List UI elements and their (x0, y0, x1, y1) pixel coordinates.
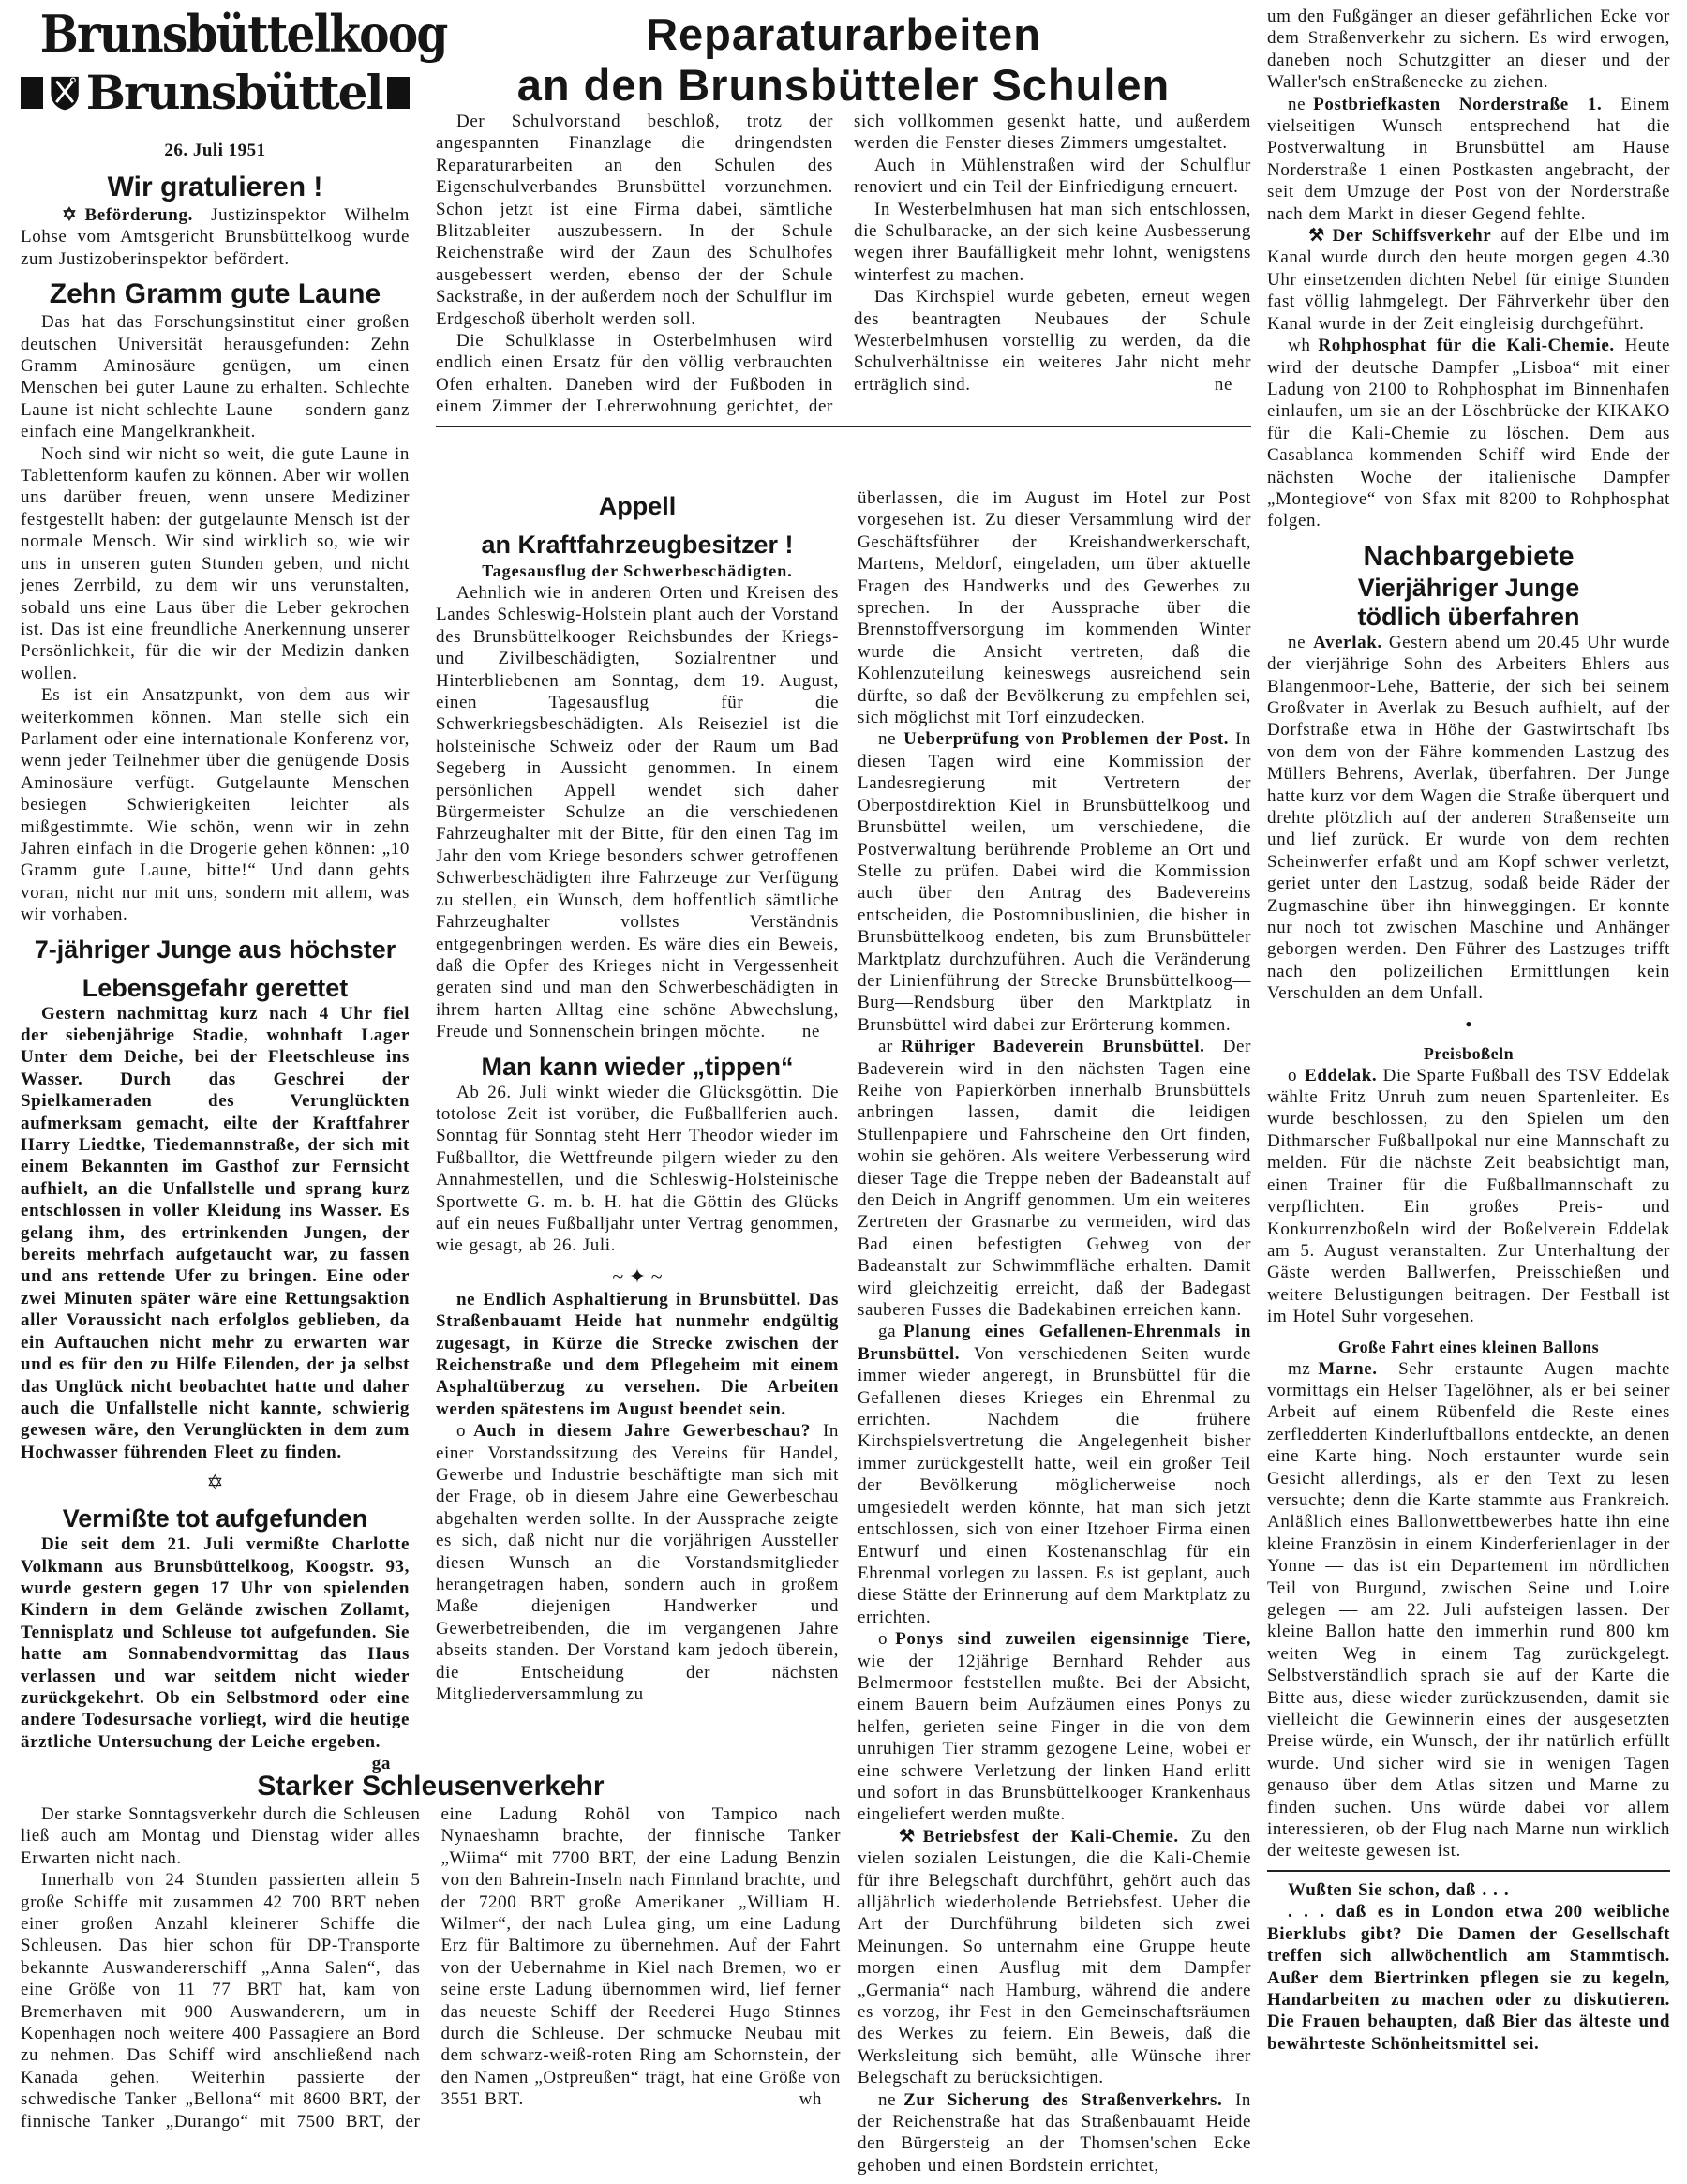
paragraph-lead: Beförderung. (84, 205, 193, 225)
column-2 (436, 483, 839, 1713)
masthead-logo-line2: Brunsbüttel (85, 65, 382, 120)
article (21, 1504, 410, 1774)
divider (436, 426, 1251, 427)
paragraph (858, 487, 1251, 728)
paragraph-text: Heute wird der deutsche Dampfer „Lisboa“ mit einer Ladung von 2100 to Rohphosphat im Binnenhafen einlaufen, um sie an der Löschbrücke der KIKAKO für die Kali-Chemie zu löschen. Dem aus Casablanca kommenden Schiff wird Ende der nächsten Woche der italienische Dampfer „Montegiove“ von Sfax mit 8200 to Rohphosphat folgen. (1267, 336, 1670, 531)
article-body (1267, 1358, 1670, 1862)
paragraph-text: In Westerbelmhusen hat man sich entschlossen, die Schulbaracke, an der sich keine Ausbesserung wegen ihrer Baufälligkeit mehr lohnt, wenigstens winterfest zu machen. (854, 199, 1251, 285)
article (21, 171, 410, 270)
paragraph-lead: Betriebsfest der Kali-Chemie. (922, 1826, 1179, 1847)
article (1267, 540, 1670, 1005)
article-body (436, 111, 1251, 418)
article (21, 277, 410, 925)
paragraph (436, 582, 839, 1043)
paragraph (21, 1533, 410, 1774)
article-starker-schleusenverkehr (21, 1762, 841, 2140)
paragraph (854, 199, 1251, 287)
paragraph (21, 1003, 410, 1464)
paragraph-lead: Zur Sicherung des Straßenverkehrs. (903, 2089, 1223, 2110)
coat-of-arms-anchor-shovel-icon (49, 62, 81, 124)
author-initials: ne (1288, 94, 1306, 114)
banner-right (387, 77, 410, 109)
paragraph-text: Der starke Sonntagsverkehr durch die Schleusen ließ auch am Montag und Dienstag wider alles Erwarten nicht nach. (21, 1804, 421, 1868)
paragraph-text: wie der 12jährige Bernhard Rehder aus Belmermoor feststellen mußte. Bei der Absicht, einem Bauern beim Aufzäumen eines Ponys zu helfen, gerieten seine Finger in die von dem unruhigen Tier stramm gezogene Leine, wobei er eine schwere Verletzung der linken Hand erlitt und sofort in das Brunsbüttelkooger Krankenhaus eingeliefert werden mußte. (858, 1651, 1251, 1825)
paragraph-text: Justizinspektor Wilhelm Lohse vom Amtsgericht Brunsbüttelkoog wurde zum Justizoberinspektor befördert. (21, 205, 410, 269)
headline: Lebensgefahr gerettet (82, 973, 349, 1002)
paragraph (854, 155, 1251, 199)
article (1267, 1879, 1670, 2055)
paragraph-lead: Averlak. (1313, 632, 1382, 652)
author-initials: o (1288, 1065, 1298, 1085)
article (858, 487, 1251, 2177)
article-body (21, 1803, 841, 2132)
article (1267, 6, 1670, 532)
star-icon: ✡ (62, 205, 78, 225)
column-3 (858, 487, 1251, 2184)
author-signature: ne (1214, 374, 1232, 395)
paragraph-text: Das Kirchspiel wurde gebeten, erneut wegen des beantragten Neubaues der Schule Westerbelmhusen vorstellig zu werden, da die Schulverhältnisse ein weiteres Jahr nicht mehr erträglich sind. (854, 287, 1251, 395)
paragraph-lead: Ueberprüfung von Problemen der Post. (903, 729, 1230, 750)
paragraph (21, 311, 410, 442)
article-body (1267, 1065, 1670, 1328)
article (1267, 1336, 1670, 1862)
paragraph (858, 1628, 1251, 1826)
article-body (436, 1082, 839, 1257)
paragraph (1267, 632, 1670, 1005)
headline: Appell (598, 492, 677, 520)
paragraph-text: Gestern abend um 20.45 Uhr wurde der vierjährige Sohn des Arbeiters Ehlers aus Blangenmoor-Lehe, Batterie, der sich bei seinem Großvater in Averlak zu Besuch aufhielt, auf der Dorfstraße etwa in Höhe der Gastwirtschaft Ibs von dem von der Fähre kommenden Lastzug des Müllers Behrens, Averlak, überfahren. Der Junge hatte kurz vor dem Wagen die Straße überquert und drehte plötzlich auf der anderen Straßenseite um und lief zurück. Er wurde von dem rechten Scheinwerfer erfaßt und am Kopf schwer verletzt, geriet unter den Lastzug, sodaß beide Räder der Zugmaschine über ihn hinweggingen. Er konnte nur noch tot zwischen Maschine und Anhänger geborgen werden. Den Führer des Lastzuges trifft nach den polizeilichen Ermittlungen kein Verschulden an dem Unfall. (1267, 632, 1670, 1004)
paragraph-text: Innerhalb von 24 Stunden passierten allein 5 große Schiffe mit zusammen 42 700 BRT neben einer großen Anzahl kleinerer Schiffe die Schleusen. Das hier schon für DP-Transporte bekannte Auswandererschiff „Anna Salen“, das eine Größe von 11 77 BRT hat, kam von Bremerhaven mit 900 Auswanderern, um in Kopenhagen noch weitere 400 Passagiere an Bord zu nehmen. Das Schiff wird anschließend nach Kanada gehen. Weiterhin passierte der schwedische Tanker „Bellona“ mit 8600 BRT, der finnische Tanker „Durango“ mit 7500 BRT, der eine Ladung Rohöl von Tampico nach Nynaeshamn brachte, der finnische Tanker „Wiima“ mit 7700 BRT, der eine Ladung Benzin von den Bahrein-Inseln nach Finnland brachte, und der 7200 BRT große Amerikaner „William H. Wilmer“, der nach Lulea ging, um eine Ladung Erz für Baltimore zu übernehmen. Auf der Fahrt von der Uebernahme in Kiel nach Bremen, wo er seine erste Ladung übernommen wird, lief ferner das neueste Schiff der Reederei Hugo Stinnes durch die Schleuse. Der schmucke Neubau mit dem schwarz-weiß-roten Ring am Schornstein, der den Namen „Ostpreußen“ trägt, hat eine Größe von 3551 BRT. (21, 1804, 841, 2132)
author-initials: ne (456, 1289, 476, 1309)
paragraph (854, 286, 1251, 396)
article-body (1267, 1879, 1670, 2055)
author-initials: ne (1288, 632, 1306, 652)
paragraph-text: Einem vielseitigen Wunsch entsprechend hat die Postverwaltung in Brunsbüttel am Hause Norderstraße 1 einen Postkasten angebracht, der seit dem Umzuge der Post von der Norderstraße nach dem Markt in dieser Gegend fehlte. (1267, 94, 1670, 224)
paragraph-text: In diesen Tagen wird eine Kommission der Landesregierung mit Vertretern der Oberpostdirektion Kiel in Brunsbüttelkoog und Brunsbüttel weilen, um verschiedene, die Postverwaltung berührende Probleme an Ort und Stelle zu prüfen. Dabei wird die Kommission auch über den Antrag des Badevereins entscheiden, die Postomnibuslinien, die bisher in Brunsbüttelkoog endeten, bis zum Brunsbütteler Marktplatz durchzuführen. Auch die Veränderung der Linienführung der Strecke Brunsbüttelkoog—Burg—Rendsburg über den Marktplatz in Brunsbüttel wird dabei zur Erörterung kommen. (858, 729, 1251, 1035)
paragraph-lead: Eddelak. (1305, 1065, 1378, 1085)
article (436, 492, 839, 1043)
paragraph-lead: Rühriger Badeverein Brunsbüttel. (900, 1037, 1205, 1057)
headline: Zehn Gramm gute Laune (49, 278, 381, 310)
article (1267, 1042, 1670, 1328)
article-body (436, 582, 839, 1043)
paragraph-text: In einer Vorstandssitzung des Vereins für Handel, Gewerbe und Industrie beschäftigte man sich mit der Frage, ob in diesem Jahre eine Gewerbeschau abgehalten werden sollte. In der Aussprache zeigte es sich, daß nicht nur die vorjährigen Aussteller diesen Wunsch an die Vorstandsmitglieder herangetragen haben, sondern auch in großem Maße diejenigen Handwerker und Gewerbetreibenden, die im vergangenen Jahre abseits standen. Der Vorstand kam jedoch überein, die Entscheidung der nächsten Mitgliederversammlung zu (436, 1421, 839, 1705)
subheadline: Vierjähriger Junge (1357, 573, 1580, 602)
paragraph-text: Die Schulklasse in Osterbelmhusen wird endlich einen Ersatz für den völlig verbrauchten Ofen erhalten. Daneben wird der Fußboden in einem Zimmer der Lehrerwohnung gerichtet, der sich vollkommen gesenkt hatte, und außerdem werden die Fenster dieses Zimmers umgestaltet. (436, 112, 1251, 417)
article (436, 1289, 839, 1706)
paragraph-lead: Auch in diesem Jahre Gewerbeschau? (473, 1421, 811, 1442)
masthead-logo-line1: Brunsbüttelkoog (39, 4, 447, 64)
article-body (1267, 632, 1670, 1005)
paragraph-text: Ab 26. Juli winkt wieder die Glücksgöttin. Die totolose Zeit ist vorüber, die Fußballferien auch. Sonntag für Sonntag steht Herr Theodor wieder im Fußballtor, die Wettfreunde pilgern wieder zu den Annahmestellen, und die Schleswig-Holsteinische Sportwette G. m. b. H. hat die Göttin des Glücks auf ein neues Fußballjahr unter Vertrag genommen, wie gesagt, ab 26. Juli. (436, 1082, 839, 1256)
paragraph (436, 111, 833, 330)
paragraph (21, 1803, 421, 1869)
article-body (21, 204, 410, 270)
paragraph (1267, 1879, 1670, 1901)
headline: Preisboßeln (1423, 1043, 1515, 1063)
paragraph (21, 443, 410, 684)
crossed-hammers-icon: ⚒ (1308, 226, 1325, 247)
headline: Wir gratulieren ! (107, 172, 323, 202)
subhead: Tagesausflug der Schwerbeschädigten. (482, 561, 793, 580)
author-signature: wh (799, 2089, 822, 2110)
headline: Vermißte tot aufgefunden (62, 1504, 368, 1533)
headline: Starker Schleusenverkehr (257, 1771, 605, 1802)
paragraph (858, 1321, 1251, 1628)
paragraph-text: Sehr erstaunte Augen machte vormittags ein Helser Tagelöhner, als er bei seiner Arbeit auf einem Rübenfeld die Reste eines zerfledderten Kinderluftballons entdeckte, an denen eine Karte hing. Noch erstaunter wurde sein Gesicht allerdings, als er den Text zu lesen versuchte; denn die Karte stammte aus Frankreich. Anläßlich eines Ballonwettbewerbes hatte ihn eine kleine Französin in einem Kinderferienlager in der Yonne — das ist ein Departement im nördlichen Teil von Burgund, zwischen Seine und Loire gelegen — am 22. Juli aufsteigen lassen. Der kleine Ballon hatte den immerhin rund 800 km weiten Weg in einem Tag zurückgelegt. Selbstverständlich sprach sie auf der Karte die Bitte aus, diese wieder zurückzusenden, damit sie vielleicht die Gewinnerin eines der ausgesetzten Preise würde, ein Wunsch, der ihr natürlich erfüllt wurde. Und sicher wird sie in wenigen Tagen genauso über dem Atlas sitzen und Marne zu finden suchen. Uns würde dabei vor allem interessieren, ob der Flug nach Marne nun wirklich der weiteste gewesen ist. (1267, 1358, 1670, 1862)
paragraph-text: um den Fußgänger an dieser gefährlichen Ecke vor dem Straßenverkehr zu sichern. Es wird erwogen, daneben noch Schutzgitter an dieser und der Waller'sch enStraßenecke zu ziehen. (1267, 7, 1670, 93)
paragraph-text: Die seit dem 21. Juli vermißte Charlotte Volkmann aus Brunsbüttelkoog, Koogstr. 93, wurde gestern gegen 17 Uhr von spielenden Kindern in dem Gelände zwischen Zollamt, Tennisplatz und Schleuse tot aufgefunden. Sie hatte am Sonnabendvormittag das Haus verlassen und war seitdem nicht wieder zurückgekehrt. Ob ein Selbstmord oder eine andere Todesursache vorliegt, wird die heutige ärztliche Untersuchung der Leiche ergeben. (21, 1534, 410, 1752)
author-initials: ne (878, 729, 897, 750)
article-reparaturarbeiten (436, 9, 1251, 435)
paragraph-lead: Postbriefkasten Norderstraße 1. (1313, 94, 1603, 114)
paragraph (858, 728, 1251, 1036)
masthead (21, 4, 447, 1775)
article (21, 1770, 841, 2132)
paragraph-text: Die Sparte Fußball des TSV Eddelak wählte Fritz Unruh zum neuen Spartenleiter. Es wurde beschlossen, zu den Spielen um den Dithmarscher Fußballpokal nur eine Mannschaft zu melden. Für die nächste Zeit beabsichtigt man, einen Trainer für die Fußballmannschaft zu verpflichten. Ein großes Preis- und Konkurrenzboßeln wird der Boßelverein Eddelak am 5. August veranstalten. Zur Unterhaltung der Gäste werden Ballwerfen, Preisschießen und weitere Belustigungen beitragen. Der Festball ist im Hotel Suhr vorgesehen. (1267, 1065, 1670, 1327)
author-signature: ga (371, 1754, 391, 1774)
paragraph (858, 1036, 1251, 1321)
crossed-hammers-icon: ⚒ (899, 1826, 916, 1847)
paragraph-text: Wußten Sie schon, daß . . . (1288, 1879, 1510, 1900)
issue-date: 26. Juli 1951 (164, 141, 266, 160)
author-initials: wh (1288, 336, 1311, 356)
paragraph (1267, 335, 1670, 532)
paragraph-text: In der Reichenstraße hat das Straßenbauamt Heide den Bürgersteig an der Thomsen'schen Ecke gehoben und einen Bordstein errichtet, (858, 2089, 1251, 2176)
paragraph-text: Aehnlich wie in anderen Orten und Kreisen des Landes Schleswig-Holstein plant auch der Vorstand des Brunsbüttelkooger Reichsbundes der Kriegs- und Zivilbeschädigten, Sozialrentner und Hinterbliebenen am Sonntag, dem 19. August, einen Tagesausflug für die Schwerkriegsbeschädigten. Als Reiseziel ist die holsteinische Schweiz oder der Raum um Bad Segeberg in Aussicht genommen. In einem persönlichen Appell wendet sich daher Bürgermeister Schulze an die verschiedenen Fahrzeughalter mit der Bitte, für den einen Tag im Jahr den vom Kriege besonders schwer getroffenen Schwerbeschädigten ihre Fahrzeuge zur Verfügung zu stellen, ein Wunsch, dem hoffentlich sämtliche Fahrzeughalter vollstes Verständnis entgegenbringen werden. Es wäre dies ein Beweis, daß die Opfer des Krieges nicht in Vergessenheit geraten sind und man den Schwerbeschädigten in ihrem harten Alltag eine schöne Abwechslung, Freude und Sonnenschein bringen möchte. (436, 583, 839, 1042)
headline: Man kann wieder „tippen“ (481, 1052, 794, 1081)
paragraph (858, 1826, 1251, 2089)
author-initials: ne (878, 2089, 897, 2110)
article (436, 9, 1251, 418)
divider (1267, 1870, 1670, 1872)
author-signature: ne (801, 1022, 820, 1042)
article-body (436, 1289, 839, 1706)
author-initials: o (878, 1629, 888, 1650)
article-body (21, 1003, 410, 1464)
paragraph (1267, 94, 1670, 225)
paragraph-text: auf der Elbe und im Kanal wurde durch den heute morgen gegen 4.30 Uhr einsetzenden dichten Nebel für einige Stunden fast völlig lahmgelegt. Der Fährverkehr über den Kanal wurde in der Zeit eingleisig durchgeführt. (1267, 226, 1670, 334)
headline: Nachbargebiete (1363, 540, 1575, 572)
banner-left (21, 77, 43, 109)
paragraph-text: Noch sind wir nicht so weit, die gute Laune in Tablettenform kaufen zu können. Aber wir wollen uns darüber freuen, wenn unsere Mediziner festgestellt haben: der gutgelaunte Mensch ist der normale Mensch. Wir sind wirklich so, wie wir uns in unseren guten Stunden geben, und nicht jenes Zerrbild, zu dem wir uns verunstalten, sobald uns eine Laus über die Leber gekrochen ist. Das ist eine freundliche Anerkennung unserer Persönlichkeit, für die wir der Medizin danken wollen. (21, 443, 410, 683)
article-body (21, 1533, 410, 1774)
headline: 7-jähriger Junge aus höchster (34, 935, 396, 964)
dot-ornament: • (1465, 1011, 1472, 1036)
paragraph (858, 2089, 1251, 2177)
headline: an Kraftfahrzeugbesitzer ! (481, 531, 794, 559)
author-initials: ar (878, 1037, 893, 1057)
paragraph-text: Der Schulvorstand beschloß, trotz der angespannten Finanzlage die dringendsten Reparaturarbeiten an den Schulen des Eigenschulverbandes Brunsbüttel vorzunehmen. Schon jetzt ist eine Firma dabei, sämtliche Blitzableiter auszubessern. In der Schule Reichenstraße wird der Zaun des Schulhofes ausgebessert werden, ebenso der der Schule Sackstraße, in der außerdem noch der Schulflur im Erdgeschoß überholt werden soll. (436, 112, 833, 329)
paragraph (1267, 1901, 1670, 2055)
paragraph (21, 204, 410, 270)
paragraph (21, 684, 410, 925)
column-4 (1267, 6, 1670, 2062)
paragraph (1267, 1065, 1670, 1328)
paragraph-text: Von verschiedenen Seiten wurde immer wieder angeregt, in Brunsbüttel für die Gefallenen dieses Krieges ein Ehrenmal zu errichten. Nachdem die frühere Kirchspielsvertretung die Angelegenheit bisher immer zurückgestellt hatte, weil ein großer Teil der Bevölkerung möglicherweise noch umgesiedelt werden könnte, hat man sich jetzt entschlossen, sich von einer Itzehoer Firma einen Entwurf und einen Kostenanschlag für ein Ehrenmal vorlegen zu lassen. Es ist geplant, auch diese Stätte der Erinnerung auf dem Marktplatz zu errichten. (858, 1343, 1251, 1627)
headline: an den Brunsbütteler Schulen (516, 60, 1171, 110)
paragraph-text: . . . daß es in London etwa 200 weibliche Bierklubs gibt? Die Damen der Gesellschaft treffen sich allwöchentlich am Stammtisch. Außer dem Biertrinken pflegen sie zu kegeln, Handarbeiten zu machen oder zu diskutieren. Die Frauen behaupten, daß Bier das älteste und bewährteste Schönheitsmittel sei. (1267, 1902, 1670, 2054)
article-body (21, 311, 410, 925)
star-ornament: ✡ (206, 1471, 224, 1495)
paragraph-lead: Der Schiffsverkehr (1332, 226, 1492, 247)
paragraph (1267, 1358, 1670, 1862)
paragraph-text: Auch in Mühlenstraßen wird der Schulflur renoviert und ein Teil der Einfriedigung erneuert. (854, 155, 1251, 198)
author-initials: mz (1288, 1358, 1311, 1379)
paragraph-lead: Marne. (1318, 1358, 1378, 1379)
article (21, 935, 410, 1464)
flourish-ornament: ~ ✦ ~ (612, 1264, 663, 1288)
paragraph-text: Der Badeverein wird in den nächsten Tagen eine Reihe von Papierkörben innerhalb Brunsbüttels anbringen lassen, damit die leidigen Stullenpapiere und Fahrscheine den Ort finden, wohin sie gehören. Als weitere Verbesserung wird dieser Tage die Treppe neben der Badeanstalt auf den Deich in Angriff genommen. Um ein weiteres Zertreten der Grasnarbe zu vermeiden, wird das Bad einen befestigten Gehweg von der Badeanstalt zur Schwimmfläche erhalten. Damit wird gleichzeitig erreicht, daß der Badegast sauberen Fusses die Badekabinen erreichen kann. (858, 1037, 1251, 1321)
paragraph-text: Es ist ein Ansatzpunkt, von dem aus wir weiterkommen können. Man stelle sich ein Parlament oder eine internationale Konferenz vor, wenn jeder Teilnehmer über die genügende Dosis Aminosäure verfügt. Gutgelaunte Menschen besiegen Schwierigkeiten leichter als mißgestimmte. Wie schön, wenn wir in zehn Jahren einfach in die Drogerie gehen können: „10 Gramm gute Laune, bitte!“ Und dann gehts voran, nicht nur mit uns, sondern mit allem, was wir vorhaben. (21, 685, 410, 925)
paragraph-text: überlassen, die im August im Hotel zur Post vorgesehen ist. Zu dieser Versammlung wird der Geschäftsführer der Kreishandwerkerschaft, Martens, Meldorf, eingeladen, um über aktuelle Fragen des Handwerks und des Gewerbes zu sprechen. In der Aussprache über die Brennstoffversorgung im kommenden Winter wurde die Ansicht vertreten, daß die Kohlenzuteilung keineswegs ausreichend sein dürfte, so daß der Bevölkerung zu empfehlen sei, sich möglichst mit Torf einzudecken. (858, 488, 1251, 728)
paragraph-lead: Planung eines Gefallenen-Ehrenmals in Brunsbüttel. (858, 1322, 1251, 1364)
paragraph (436, 1082, 839, 1257)
headline: Große Fahrt eines kleinen Ballons (1337, 1337, 1600, 1356)
column-1 (21, 171, 410, 1774)
subheadline: tödlich überfahren (1357, 602, 1580, 631)
article-body (858, 487, 1251, 2177)
author-initials: ga (878, 1322, 897, 1342)
paragraph (1267, 225, 1670, 335)
headline: Reparaturarbeiten (646, 9, 1041, 59)
paragraph-text: Das hat das Forschungsinstitut einer großen deutschen Universität herausgefunden: Zehn Gramm Aminosäure genügen, um einen Menschen bei guter Laune zu erhalten. Schlechte Laune ist nicht schlechte Laune — sondern ganz einfach eine Mangelkrankheit. (21, 312, 410, 442)
paragraph (436, 1289, 839, 1420)
paragraph-lead: Endlich Asphaltierung in Brunsbüttel. (483, 1289, 801, 1309)
paragraph (1267, 6, 1670, 94)
article (436, 1053, 839, 1257)
paragraph-text: Das Straßenbauamt Heide hat nunmehr endgültig zugesagt, in Kürze die Strecke zwischen der Reichenstraße und dem Pflegeheim mit einem Asphaltüberzug zu versehen. Die Arbeiten werden spätestens im August beendet sein. (436, 1289, 839, 1419)
author-initials: o (456, 1421, 467, 1442)
paragraph-lead: Ponys sind zuweilen eigensinnige Tiere, (895, 1629, 1251, 1650)
masthead-logo-row (21, 62, 410, 124)
paragraph-text: Gestern nachmittag kurz nach 4 Uhr fiel der siebenjährige Stadie, wohnhaft Lager Unter dem Deiche, bei der Fleetschleuse ins Wasser. Durch das Geschrei der Spielkameraden des Verunglückten aufmerksam gemacht, eilte der Kraftfahrer Harry Liedtke, Tiedemannstraße, der sich mit einem Bekannten im Gasthof zur Fernsicht aufhielt, an die Unfallstelle und sprang kurz entschlossen in voller Kleidung ins Wasser. Es gelang ihm, des ertrinkenden Jungen, der bereits mehrfach aufgetaucht war, zu fassen und ans rettende Ufer zu bringen. Eine oder zwei Minuten später wäre eine Rettungsaktion aller Voraussicht nach erfolglos geblieben, da ein Auftauchen nicht mehr zu erwarten war und es für den zu Hilfe Eilenden, der ja selbst das Unglück nicht beobachtet hatte und daher auch die Unfallstelle nicht kannte, schwierig gewesen wäre, den Verunglückten in dem zum Hochwasser führenden Fleet zu finden. (21, 1003, 410, 1462)
article-body (1267, 6, 1670, 532)
paragraph-text: Zu den vielen sozialen Leistungen, die die Kali-Chemie für ihre Belegschaft durchführt, gehört auch das alljährlich wiederholende Betriebsfest. Ueber die Art der Durchführung bildeten sich zwei Meinungen. So unternahm eine Gruppe heute morgen einen Ausflug mit dem Dampfer „Germania“ nach Hamburg, während die andere es vorzog, ihr Fest in den Gemeinschaftsräumen des Werkes zu feiern. Ein Beweis, daß die Werksleitung sich bemüht, alle Wünsche ihrer Belegschaft zu berücksichtigen. (858, 1826, 1251, 2088)
paragraph-lead: Rohphosphat für die Kali-Chemie. (1318, 336, 1615, 356)
paragraph (436, 1420, 839, 1705)
